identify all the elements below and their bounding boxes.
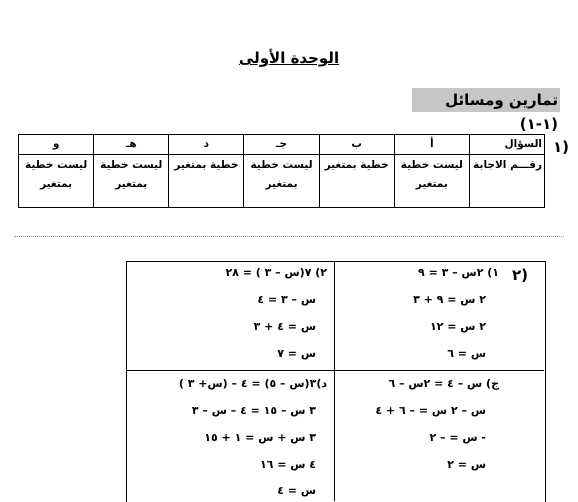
solution-line: ٢ س = ١٢ bbox=[429, 320, 486, 333]
solution-line: س = ٦ bbox=[447, 347, 486, 360]
table-header-cell: د bbox=[169, 135, 244, 155]
question-2-number: ٢) bbox=[512, 266, 529, 284]
grid-divider bbox=[334, 261, 335, 501]
table-header-row bbox=[19, 135, 545, 155]
solution-line: ج) س – ٤ = ٢س – ٦ bbox=[388, 377, 499, 390]
table-header-cell: أ bbox=[394, 135, 469, 155]
section-divider bbox=[14, 236, 564, 237]
solution-line: س = ٤ bbox=[277, 484, 316, 497]
table-header-cell: ب bbox=[319, 135, 394, 155]
grid-divider bbox=[126, 370, 544, 371]
answer-cell: ليست خطية بمتغير bbox=[94, 155, 169, 208]
table-answer-row bbox=[19, 155, 545, 208]
answer-cell: خطية بمتغير bbox=[319, 155, 394, 208]
answers-table bbox=[18, 134, 545, 208]
solution-line: س = ٧ bbox=[277, 347, 316, 360]
solution-line: ١) ٢س – ٣ = ٩ bbox=[418, 266, 499, 279]
solution-line: - س = – ٢ bbox=[429, 431, 486, 444]
solution-line: س – ٢ س = – ٦ + ٤ bbox=[375, 404, 486, 417]
answer-cell: ليست خطية بمتغير bbox=[19, 155, 94, 208]
solution-line: ٢) ٧(س – ٣ ) = ٢٨ bbox=[225, 266, 327, 279]
solution-line: س – ٣ = ٤ bbox=[257, 293, 316, 306]
solution-line: س = ٢ bbox=[447, 458, 486, 471]
solution-line: ٤ س = ١٦ bbox=[259, 458, 316, 471]
solution-line: ٣ س – ١٥ = ٤ – س – ٣ bbox=[191, 404, 316, 417]
solution-line: ٢ س = ٩ + ٣ bbox=[413, 293, 486, 306]
answer-cell: ليست خطية بمتغير bbox=[394, 155, 469, 208]
table-header-cell: و bbox=[19, 135, 94, 155]
solution-line: د)٣(س – ٥) = ٤ – (س+ ٣ ) bbox=[178, 377, 327, 390]
question-1-number: ١) bbox=[553, 138, 570, 156]
solution-line: س = ٤ + ٣ bbox=[253, 320, 316, 333]
table-header-cell: السؤال bbox=[469, 135, 544, 155]
table-header-cell: هـ bbox=[94, 135, 169, 155]
exercise-title: تمارين ومسائل (١-١) bbox=[412, 88, 560, 112]
unit-title: الوحدة الأولى bbox=[238, 49, 340, 67]
answer-label-cell: رقـــم الاجابة bbox=[469, 155, 544, 208]
solution-line: ٣ س + س = ١ + ١٥ bbox=[204, 431, 316, 444]
table-header-cell: جـ bbox=[244, 135, 319, 155]
answer-cell: ليست خطية بمتغير bbox=[244, 155, 319, 208]
answer-cell: خطية بمتغير bbox=[169, 155, 244, 208]
